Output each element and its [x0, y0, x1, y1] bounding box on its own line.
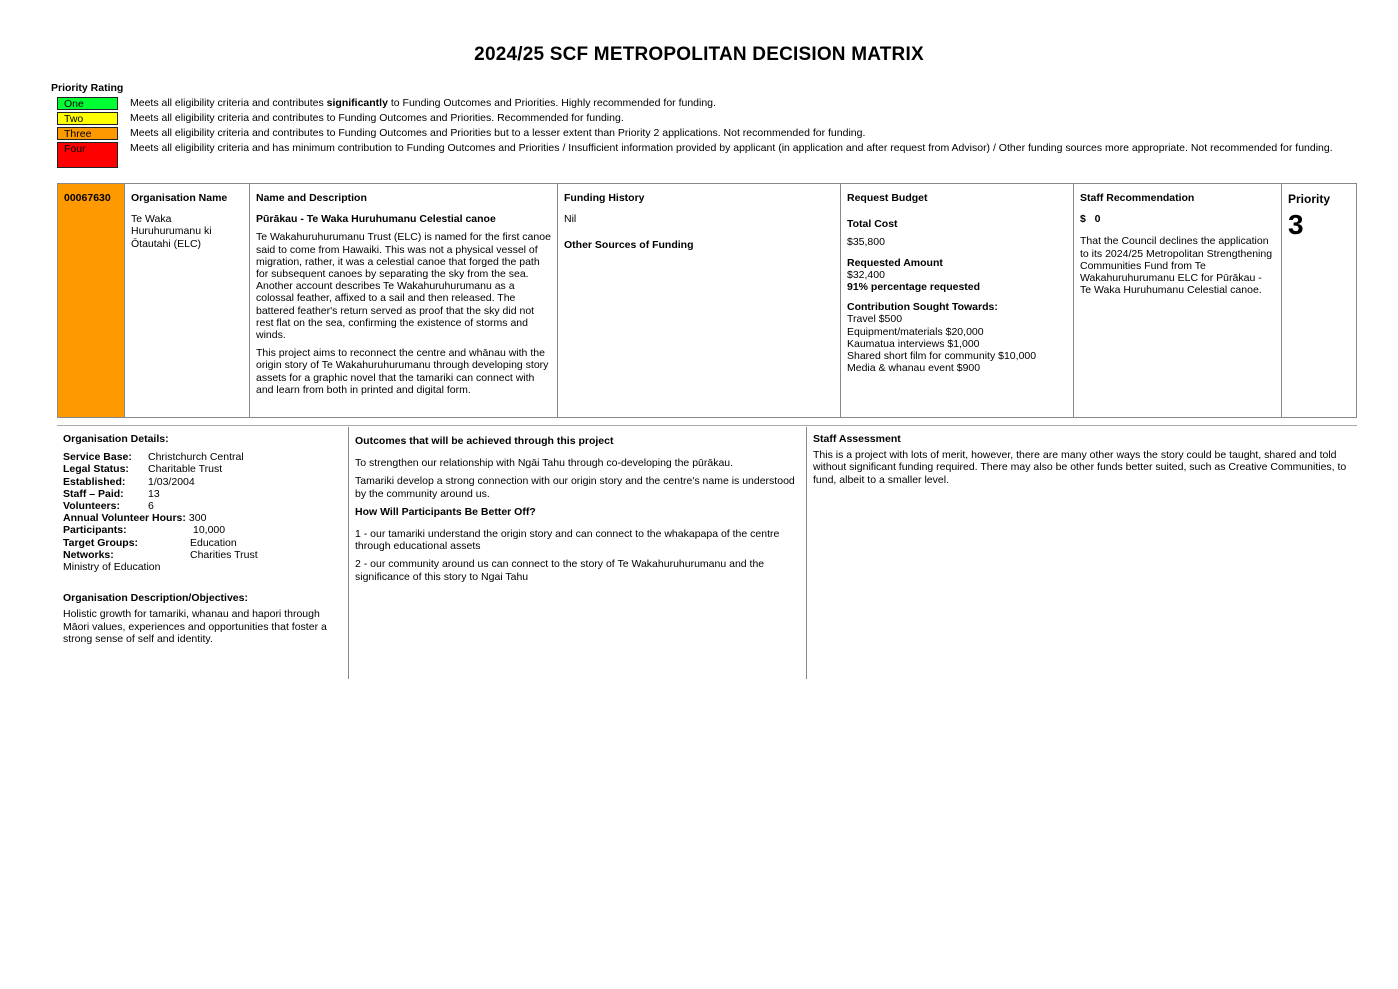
staff-recommendation-cell — [1074, 184, 1282, 417]
priority-value: 3 — [1288, 209, 1304, 241]
priority-row-three — [57, 127, 1347, 140]
funding-history-cell — [558, 184, 841, 417]
requested-amount-value: $32,400 — [847, 268, 885, 281]
priority-row-two — [57, 112, 1347, 125]
organisation-name: Te Waka Huruhurumanu ki Ōtautahi (ELC) — [131, 213, 212, 250]
project-description-1: Te Wakahuruhurumanu Trust (ELC) is named for the first canoe said to come from Hawaiki. This was not a physical vessel of migration, rather, it was a celestial canoe that forged the path for subsequent canoes by separating the sky from the sea. Another account describes Te Wakahuruhurumanu as a colossal feather, affixed to a sail and then released. The battered feather's return served as proof that the sky did not rest flat on the sea, confirming the existence of storms and winds. — [256, 231, 551, 342]
name-description-cell — [250, 184, 558, 417]
section-divider — [57, 425, 1357, 426]
other-sources-header: Other Sources of Funding — [564, 239, 694, 252]
detail-participants: Participants: 10,000 — [63, 524, 226, 537]
detail-target-groups: Target Groups: Education — [63, 536, 237, 549]
better-off-item: 1 - our tamariki understand the origin story and can connect to the whakapapa of the centre through educational assets — [355, 528, 780, 553]
application-id: 00067630 — [58, 184, 125, 417]
total-cost-label: Total Cost — [847, 218, 898, 231]
outcome-item: To strengthen our relationship with Ngāi Tahu through co-developing the pūrākau. — [355, 457, 734, 470]
decision-matrix-table — [57, 183, 1357, 418]
contribution-item: Travel $500 — [847, 313, 903, 326]
total-cost-value: $35,800 — [847, 236, 885, 249]
outcome-item: Tamariki develop a strong connection with our origin story and the centre's name is understood by the community around us. — [355, 475, 795, 500]
staff-recommendation-amount: $ 0 — [1080, 213, 1101, 226]
funding-history-header: Funding History — [564, 192, 645, 204]
detail-networks-extra: Ministry of Education — [63, 561, 161, 574]
better-off-item: 2 - our community around us can connect to the story of Te Wakahuruhurumanu and the significance of this story to Ngai Tahu — [355, 558, 765, 583]
priority-header: Priority — [1288, 192, 1331, 206]
request-budget-cell — [841, 184, 1074, 417]
priority-cell — [1282, 184, 1356, 417]
requested-amount-label: Requested Amount — [847, 256, 943, 269]
priority-swatch-four: Four — [57, 142, 118, 168]
staff-recommendation-text: That the Council declines the application to its 2024/25 Metropolitan Strengthening Communities Fund from Te Wakahuruhurumanu ELC for Pūrākau - Te Waka Huruhumanu Celestial canoe. — [1080, 235, 1273, 297]
outcomes-panel — [349, 427, 807, 679]
organisation-name-cell — [125, 184, 250, 417]
staff-assessment-text: This is a project with lots of merit, however, there are many other ways the story could be taught, shared and told without significant funding required. There may also be other funds better suited, such as Creative Communities, to fund, albeit to a smaller level. — [813, 449, 1347, 486]
contribution-item: Shared short film for community $10,000 — [847, 350, 1037, 363]
objectives-text: Holistic growth for tamariki, whanau and hapori through Māori values, experiences and opportunities that foster a strong sense of self and identity. — [63, 608, 327, 645]
project-description-2: This project aims to reconnect the centre and whānau with the origin story of Te Wakahuruhurumanu through developing story assets for a graphic novel that the tamariki can connect with and learn from both in printed and digital form. — [256, 347, 549, 396]
priority-swatch-one: One — [57, 97, 118, 110]
priority-desc-three: Meets all eligibility criteria and contributes to Funding Outcomes and Priorities but to a lesser extent than Priority 2 applications. Not recommended for funding. — [130, 127, 866, 139]
detail-volunteer-hours: Annual Volunteer Hours: 300 — [63, 512, 207, 525]
organisation-name-header: Organisation Name — [131, 192, 228, 204]
contribution-item: Kaumatua interviews $1,000 — [847, 337, 980, 350]
priority-legend — [57, 97, 1347, 168]
project-title: Pūrākau - Te Waka Huruhumanu Celestial canoe — [256, 213, 496, 226]
priority-row-four — [57, 142, 1347, 168]
detail-service-base: Service Base: Christchurch Central — [63, 451, 244, 464]
detail-volunteers: Volunteers: 6 — [63, 500, 154, 513]
name-description-header: Name and Description — [256, 192, 367, 204]
contribution-label: Contribution Sought Towards: — [847, 301, 998, 314]
priority-desc-one: Meets all eligibility criteria and contributes significantly to Funding Outcomes and Priorities. Highly recommended for funding. — [130, 97, 716, 109]
page-title: 2024/25 SCF METROPOLITAN DECISION MATRIX — [474, 44, 924, 65]
better-off-heading: How Will Participants Be Better Off? — [355, 505, 536, 518]
lower-section — [57, 427, 1357, 679]
staff-assessment-heading: Staff Assessment — [813, 433, 901, 445]
contribution-item: Media & whanau event $900 — [847, 362, 981, 375]
percentage-requested: 91% percentage requested — [847, 281, 981, 294]
detail-staff-paid: Staff – Paid: 13 — [63, 487, 160, 500]
priority-swatch-three: Three — [57, 127, 118, 140]
contribution-item: Equipment/materials $20,000 — [847, 325, 984, 338]
priority-row-one — [57, 97, 1347, 110]
organisation-details-panel — [57, 427, 349, 679]
request-budget-header: Request Budget — [847, 192, 928, 204]
detail-networks: Networks: Charities Trust — [63, 548, 258, 561]
priority-rating-heading: Priority Rating — [51, 82, 124, 94]
priority-desc-four: Meets all eligibility criteria and has minimum contribution to Funding Outcomes and Priorities / Insufficient information provided by applicant (in application and after request from Advisor) / Other funding sources more appropriate. Not recommended for funding. — [130, 142, 1333, 154]
detail-established: Established: 1/03/2004 — [63, 475, 195, 488]
objectives-heading: Organisation Description/Objectives: — [63, 592, 248, 605]
staff-recommendation-header: Staff Recommendation — [1080, 192, 1195, 204]
detail-legal-status: Legal Status: Charitable Trust — [63, 463, 223, 476]
priority-swatch-two: Two — [57, 112, 118, 125]
staff-assessment-panel — [807, 427, 1357, 679]
outcomes-heading: Outcomes that will be achieved through this project — [355, 435, 614, 447]
priority-desc-two: Meets all eligibility criteria and contributes to Funding Outcomes and Priorities. Recommended for funding. — [130, 112, 624, 124]
organisation-details-heading: Organisation Details: — [63, 433, 169, 445]
funding-history-value: Nil — [564, 213, 577, 226]
